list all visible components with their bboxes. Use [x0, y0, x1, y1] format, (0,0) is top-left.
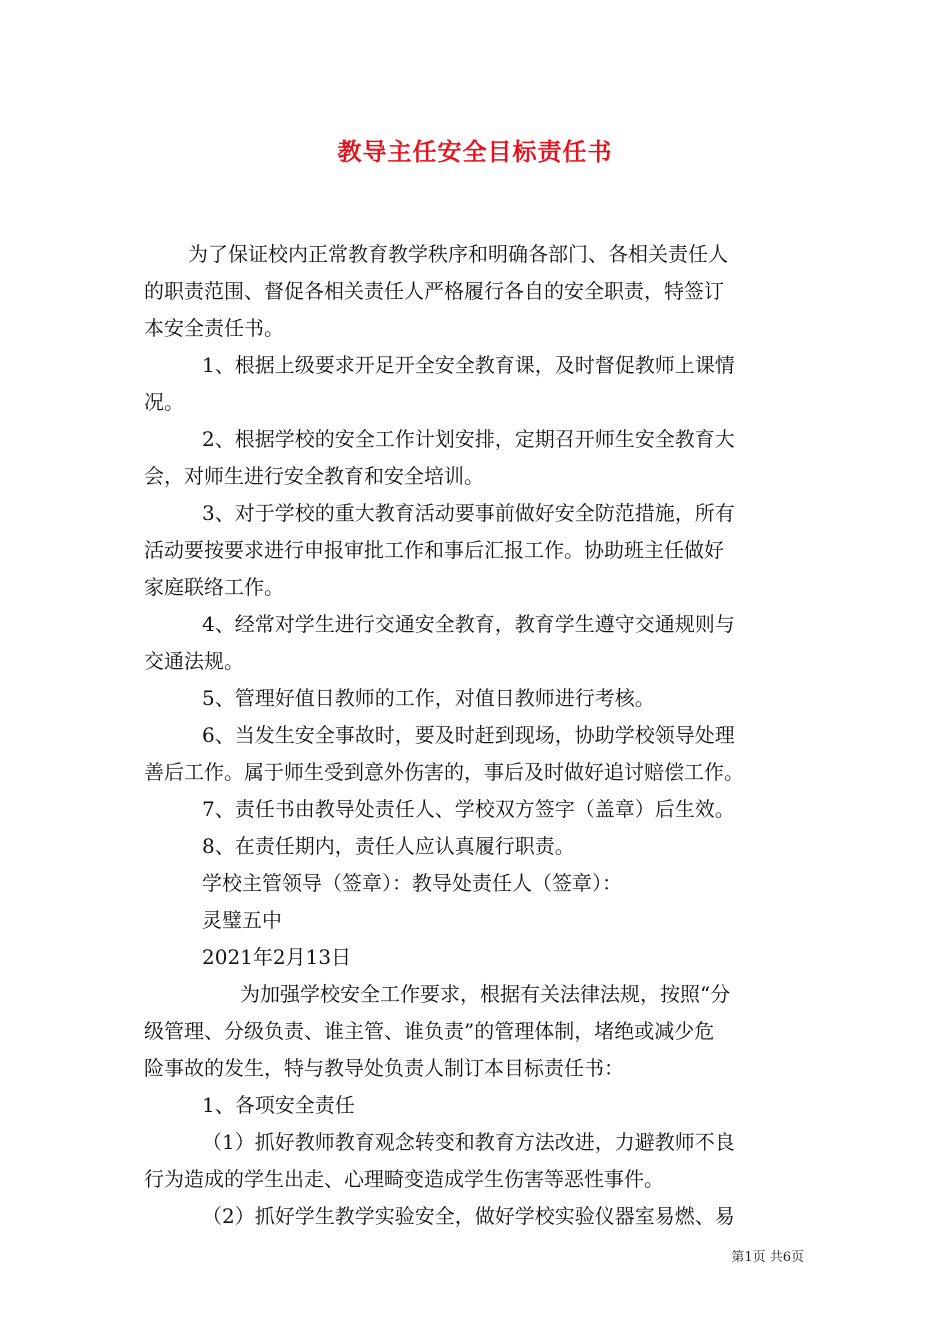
text-line: 2021年2月13日 — [202, 945, 352, 969]
text-line: 险事故的发生，特与教导处负责人制订本目标责任书： — [144, 1056, 624, 1080]
document-title: 教导主任安全目标责任书 — [337, 137, 613, 166]
text-line: 2、根据学校的安全工作计划安排，定期召开师生安全教育大 — [202, 427, 735, 451]
text-line: 学校主管领导（签章）：教导处责任人（签章）： — [202, 871, 622, 895]
text-line: 8、在责任期内，责任人应认真履行职责。 — [202, 834, 575, 858]
text-line: 本安全责任书。 — [144, 316, 284, 340]
text-line: 况。 — [144, 390, 184, 414]
text-line: 6、当发生安全事故时，要及时赶到现场，协助学校领导处理 — [202, 723, 735, 747]
text-line: 行为造成的学生出走、心理畸变造成学生伤害等恶性事件。 — [144, 1167, 664, 1191]
text-line: （1）抓好教师教育观念转变和教育方法改进，力避教师不良 — [202, 1130, 735, 1154]
text-line: 家庭联络工作。 — [144, 575, 284, 599]
page-number-footer: 第1页 共6页 — [731, 1250, 804, 1265]
text-line: 1、各项安全责任 — [202, 1093, 355, 1117]
text-line: 的职责范围、督促各相关责任人严格履行各自的安全职责，特签订 — [144, 279, 724, 303]
text-line: 5、管理好值日教师的工作，对值日教师进行考核。 — [202, 686, 655, 710]
text-line: 4、经常对学生进行交通安全教育，教育学生遵守交通规则与 — [202, 612, 735, 636]
text-line: 1、根据上级要求开足开全安全教育课，及时督促教师上课情 — [202, 353, 735, 377]
text-line: 级管理、分级负责、谁主管、谁负责”的管理体制，堵绝或减少危 — [144, 1019, 715, 1043]
text-line: 为加强学校安全工作要求，根据有关法律法规，按照“分 — [240, 982, 731, 1006]
text-line: 善后工作。属于师生受到意外伤害的，事后及时做好追讨赔偿工作。 — [144, 760, 744, 784]
text-line: 为了保证校内正常教育教学秩序和明确各部门、各相关责任人 — [188, 242, 728, 266]
text-line: 活动要按要求进行申报审批工作和事后汇报工作。协助班主任做好 — [144, 538, 724, 562]
text-line: （2）抓好学生教学实验安全，做好学校实验仪器室易燃、易 — [202, 1204, 735, 1228]
text-line: 7、责任书由教导处责任人、学校双方签字（盖章）后生效。 — [202, 797, 735, 821]
text-line: 交通法规。 — [144, 649, 244, 673]
text-line: 会，对师生进行安全教育和安全培训。 — [144, 464, 484, 488]
text-line: 3、对于学校的重大教育活动要事前做好安全防范措施，所有 — [202, 501, 735, 525]
text-line: 灵璧五中 — [202, 908, 282, 932]
document-body — [144, 236, 809, 1235]
